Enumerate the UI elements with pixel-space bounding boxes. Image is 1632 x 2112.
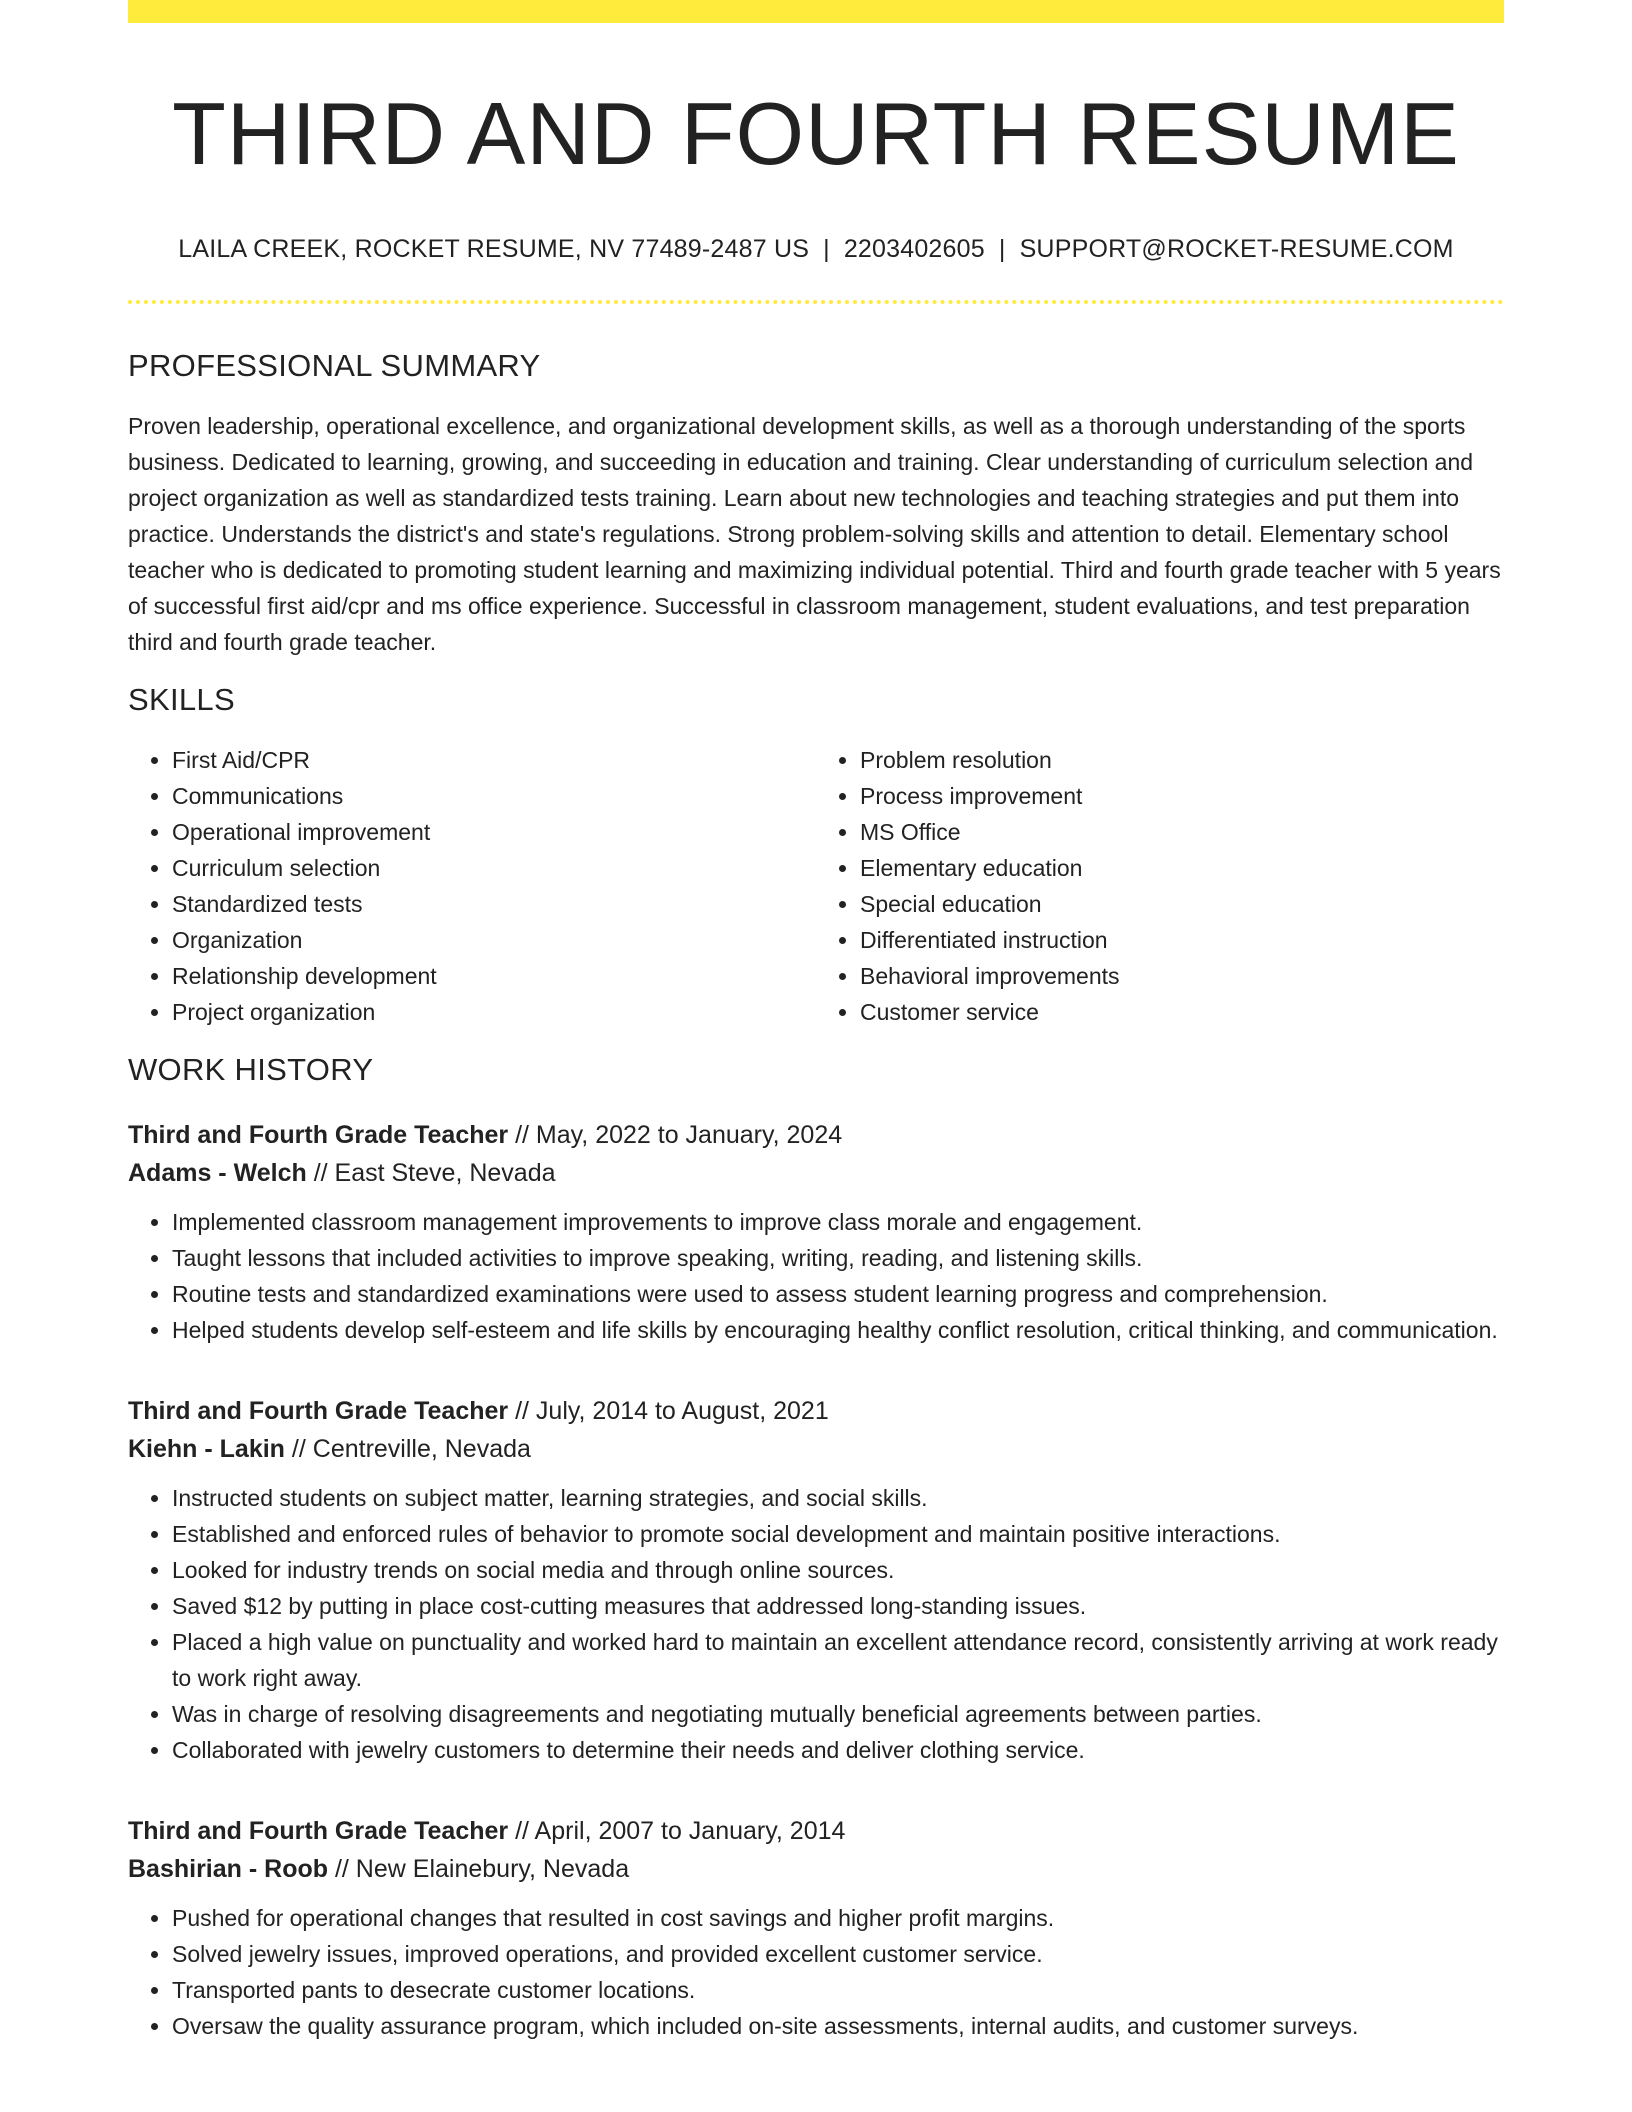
skill-item: • Curriculum selection (172, 850, 816, 886)
skill-item: • Problem resolution (860, 742, 1504, 778)
job-bullets (128, 1204, 1504, 1348)
contact-email: SUPPORT@ROCKET-RESUME.COM (1019, 234, 1454, 263)
skill-item: • Process improvement (860, 778, 1504, 814)
skill-item: • MS Office (860, 814, 1504, 850)
skill-item: • Differentiated instruction (860, 922, 1504, 958)
job-dates: // April, 2007 to January, 2014 (515, 1816, 846, 1845)
section-title-work-history: WORK HISTORY (128, 1051, 374, 1087)
job-entry (128, 1392, 1504, 1768)
job-bullet: • Saved $12 by putting in place cost-cutting measures that addressed long-standing issues. (172, 1588, 1504, 1624)
job-title-line (128, 1392, 1504, 1430)
job-location: // East Steve, Nevada (313, 1158, 556, 1187)
job-bullet: • Instructed students on subject matter, learning strategies, and social skills. (172, 1480, 1504, 1516)
job-bullet: • Oversaw the quality assurance program, which included on-site assessments, internal audits, and customer surveys. (172, 2008, 1504, 2044)
skill-item: • Special education (860, 886, 1504, 922)
skill-item: • Project organization (172, 994, 816, 1030)
job-bullet: • Pushed for operational changes that resulted in cost savings and higher profit margins. (172, 1900, 1504, 1936)
skills-list-right (816, 742, 1504, 1030)
dotted-divider (128, 300, 1504, 304)
summary-text: Proven leadership, operational excellence, and organizational development skills, as well as a thorough understanding of the sports business. Dedicated to learning, growing, and succeeding in education and training. Clear understanding of curriculum selection and project organization as well as standardized tests training. Learn about new technologies and teaching strategies and put them into practice. Understands the district's and state's regulations. Strong problem-solving skills and attention to detail. Elementary school teacher who is dedicated to promoting student learning and maximizing individual potential. Third and fourth grade teacher with 5 years of successful first aid/cpr and ms office experience. Successful in classroom management, student evaluations, and test preparation third and fourth grade teacher. (128, 412, 1501, 655)
resume-page (128, 0, 1504, 2044)
skill-item: • Elementary education (860, 850, 1504, 886)
job-entry (128, 1116, 1504, 1348)
skill-item: • Relationship development (172, 958, 816, 994)
job-entry (128, 1812, 1504, 2044)
job-list (128, 1116, 1504, 2044)
job-bullet: • Collaborated with jewelry customers to determine their needs and deliver clothing service. (172, 1732, 1504, 1768)
contact-separator: | (823, 234, 830, 263)
job-role: Third and Fourth Grade Teacher (128, 1120, 509, 1149)
contact-separator: | (998, 234, 1006, 263)
skills-columns (128, 742, 1504, 1030)
job-role: Third and Fourth Grade Teacher (128, 1816, 509, 1845)
skill-item: • Operational improvement (172, 814, 816, 850)
skill-item: • Communications (172, 778, 816, 814)
job-title-line (128, 1116, 1504, 1154)
skill-item: • First Aid/CPR (172, 742, 816, 778)
job-company-line (128, 1850, 1504, 1888)
job-dates: // May, 2022 to January, 2024 (515, 1120, 843, 1149)
job-bullet: • Placed a high value on punctuality and worked hard to maintain an excellent attendance record, consistently arriving at work ready to work right away. (172, 1624, 1504, 1696)
professional-summary-section (128, 348, 1504, 660)
section-title-skills: SKILLS (128, 681, 235, 717)
section-title-summary: PROFESSIONAL SUMMARY (128, 347, 541, 383)
job-location: // New Elainebury, Nevada (334, 1854, 630, 1883)
accent-top-bar (128, 0, 1504, 23)
job-bullet: • Looked for industry trends on social media and through online sources. (172, 1552, 1504, 1588)
job-role: Third and Fourth Grade Teacher (128, 1396, 509, 1425)
skills-section (128, 682, 1504, 1030)
job-bullet: • Transported pants to desecrate customer locations. (172, 1972, 1504, 2008)
work-history-section (128, 1052, 1504, 2044)
skill-item: • Standardized tests (172, 886, 816, 922)
job-company: Kiehn - Lakin (128, 1434, 285, 1463)
job-title-line (128, 1812, 1504, 1850)
contact-line (128, 235, 1504, 264)
job-company-line (128, 1154, 1504, 1192)
job-location: // Centreville, Nevada (291, 1434, 531, 1463)
job-bullet: • Helped students develop self-esteem and life skills by encouraging healthy conflict resolution, critical thinking, and communication. (172, 1312, 1504, 1348)
contact-phone: 2203402605 (843, 234, 985, 263)
contact-address: LAILA CREEK, ROCKET RESUME, NV 77489-2487 US (178, 234, 810, 263)
job-bullet: • Taught lessons that included activities to improve speaking, writing, reading, and listening skills. (172, 1240, 1504, 1276)
resume-name: THIRD AND FOURTH RESUME (172, 84, 1460, 183)
job-company: Adams - Welch (128, 1158, 307, 1187)
job-bullet: • Routine tests and standardized examinations were used to assess student learning progress and comprehension. (172, 1276, 1504, 1312)
job-bullet: • Implemented classroom management improvements to improve class morale and engagement. (172, 1204, 1504, 1240)
job-bullet: • Was in charge of resolving disagreements and negotiating mutually beneficial agreements between parties. (172, 1696, 1504, 1732)
skill-item: • Behavioral improvements (860, 958, 1504, 994)
job-bullets (128, 1480, 1504, 1768)
job-dates: // July, 2014 to August, 2021 (515, 1396, 829, 1425)
skills-list-left (128, 742, 816, 1030)
job-company: Bashirian - Roob (128, 1854, 329, 1883)
skill-item: • Customer service (860, 994, 1504, 1030)
job-company-line (128, 1430, 1504, 1468)
job-bullets (128, 1900, 1504, 2044)
skill-item: • Organization (172, 922, 816, 958)
job-bullet: • Solved jewelry issues, improved operations, and provided excellent customer service. (172, 1936, 1504, 1972)
job-bullet: • Established and enforced rules of behavior to promote social development and maintain positive interactions. (172, 1516, 1504, 1552)
